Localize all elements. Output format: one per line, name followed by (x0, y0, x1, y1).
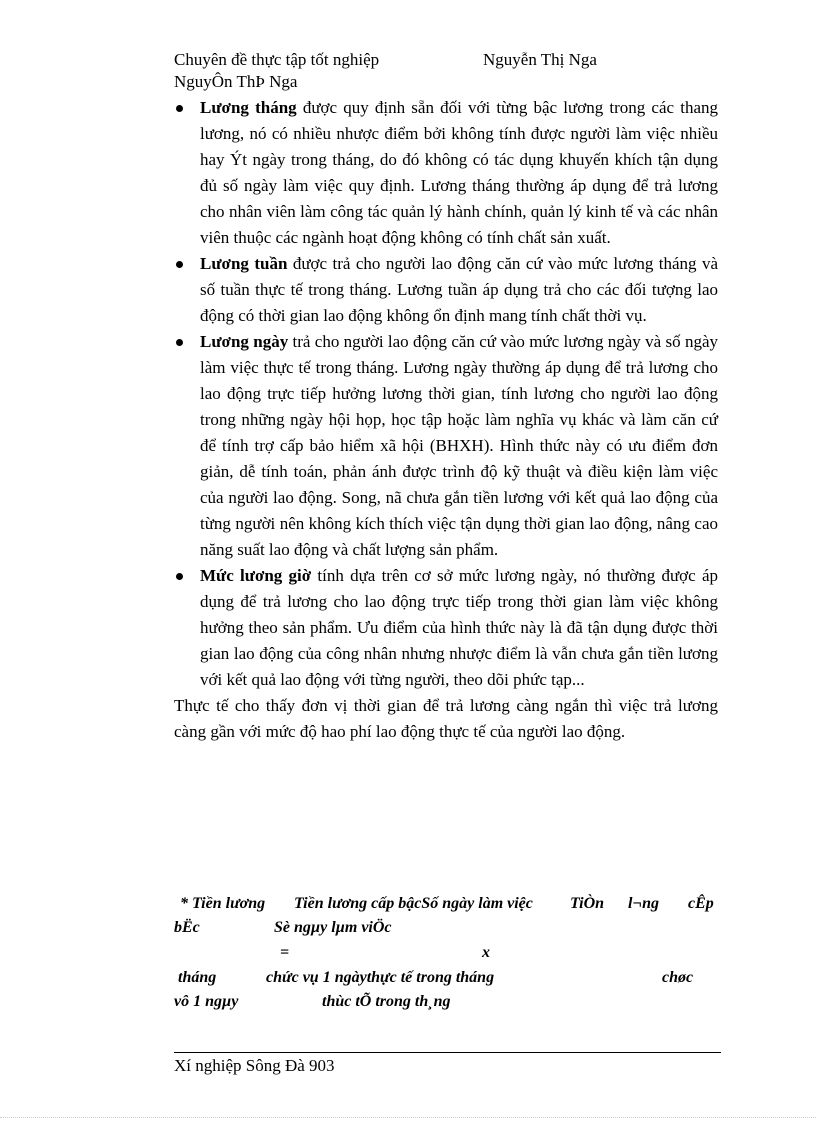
formula-text: Sè ngµy lµm viÖc (274, 919, 392, 936)
formula-text: chøc (662, 969, 694, 986)
term-description: được trả cho người lao động căn cứ vào mức lương tháng và số tuần thực tế trong tháng. Lương tuần áp dụng trả cho các đối tượng lao động có thời gian lao động không ổn định mang tính chất thời vụ. (200, 254, 718, 325)
list-item (174, 251, 718, 329)
formula-text: vô 1 ngµy (174, 993, 239, 1010)
formula-text: Tiền lương cấp bậcSố ngày làm việc (294, 895, 533, 912)
list-item (174, 95, 718, 251)
formula-text: * Tiền lương (180, 895, 266, 912)
bullet-icon (176, 105, 183, 112)
term-description: được quy định sẵn đối với từng bậc lương trong các thang lương, nó có nhiều nhược điểm bởi không tính được người làm việc nhiều hay Ýt ngày trong tháng, do đó không có tác dụng khuyến khích tận dụng đủ số ngày làm việc quy định. Lương tháng thường áp dụng để trả lương cho nhân viên làm công tác quản lý hành chính, quản lý kinh tế và các nhân viên thuộc các ngành hoạt động không có tính chất sản xuất. (200, 98, 718, 247)
page-header (174, 49, 734, 93)
term-description: tính dựa trên cơ sở mức lương ngày, nó thường được áp dụng để trả lương cho lao động trực tiếp trong thời gian làm việc không hưởng theo sản phẩm. Ưu điểm của hình thức này là đã tận dụng được thời gian lao động của công nhân nhưng nhược điểm là vẫn chưa gắn tiền lương với kết quả lao động với từng người, theo dõi phức tạp... (200, 566, 718, 689)
multiply-sign: x (482, 944, 490, 961)
term-bold: Lương tuần (200, 254, 288, 273)
summary-paragraph: Thực tế cho thấy đơn vị thời gian để trả lương càng ngắn thì việc trả lương càng gần với mức độ hao phí lao động thực tế của người lao động. (174, 696, 718, 741)
page-footer: Xí nghiệp Sông Đà 903 (174, 1056, 335, 1075)
formula-text: chức vụ 1 ngàythực tế trong tháng (266, 969, 495, 986)
formula-text: l¬ng (628, 895, 660, 912)
formula-text: tháng (178, 969, 217, 986)
header-author-garbled: NguyÔn ThÞ Nga (174, 72, 298, 91)
formula-text: thùc tÕ trong th¸ng (322, 993, 451, 1010)
bullet-icon (176, 339, 183, 346)
formula-text: cÊp (688, 895, 714, 912)
header-author: Nguyễn Thị Nga (483, 50, 597, 69)
bullet-icon (176, 573, 183, 580)
term-bold: Lương ngày (200, 332, 289, 351)
page-break-line (0, 1117, 816, 1118)
page-body (174, 95, 718, 745)
term-bold: Lương tháng (200, 98, 297, 117)
term-description: trả cho người lao động căn cứ vào mức lương ngày và số ngày làm việc thực tế trong tháng. Lương ngày thường áp dụng để trả lương cho lao động trực tiếp hưởng lương thời gian, tính lương cho người lao động trong những ngày hội họp, học tập hoặc làm nghĩa vụ khác và làm căn cứ để tính trợ cấp bảo hiểm xã hội (BHXH). Hình thức này có ưu điểm đơn giản, dễ tính toán, phản ánh được trình độ kỹ thuật và điều kiện làm việc của người lao động. Song, nã chưa gắn tiền lương với kết quả lao động của từng người nên không kích thích việc tận dụng thời gian lao động, nâng cao năng suất lao động và chất lượng sản phẩm. (200, 332, 718, 559)
list-item (174, 329, 718, 563)
salary-type-list (174, 95, 718, 693)
footer-divider (174, 1052, 721, 1053)
term-bold: Mức lương giờ (200, 566, 312, 585)
formula-text: bËc (174, 919, 200, 936)
list-item (174, 563, 718, 693)
header-title: Chuyên đề thực tập tốt nghiệp (174, 50, 380, 69)
bullet-icon (176, 261, 183, 268)
equals-sign: = (280, 944, 290, 961)
formula-text: TiÒn (570, 895, 605, 912)
